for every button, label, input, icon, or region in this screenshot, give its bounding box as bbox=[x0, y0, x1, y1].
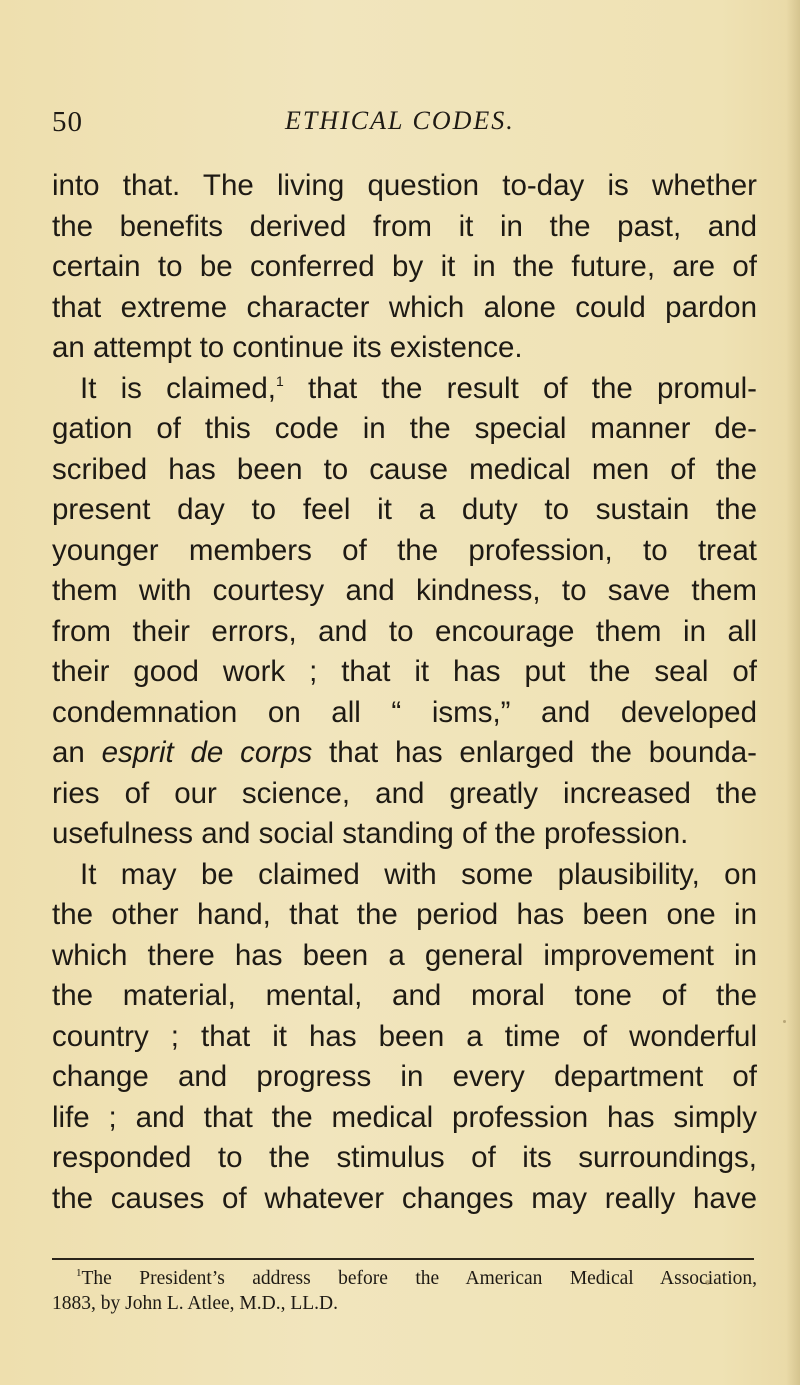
paper-speck bbox=[705, 1280, 710, 1285]
footnote bbox=[52, 1266, 757, 1316]
text-line: ries of our science, and greatly increased the bbox=[52, 776, 757, 810]
running-title: ETHICAL CODES. bbox=[285, 106, 515, 135]
text-line: the causes of whatever changes may really have bbox=[52, 1181, 757, 1215]
footnote-divider bbox=[52, 1258, 754, 1260]
footnote-marker: 1 bbox=[76, 1267, 82, 1279]
text-line-rest: that has enlarged the bounda- bbox=[329, 736, 757, 769]
running-head bbox=[52, 106, 752, 146]
body-text bbox=[52, 166, 757, 1219]
text-line: their good work ; that it has put the seal of bbox=[52, 655, 757, 688]
text-line: which there has been a general improvement in bbox=[52, 938, 757, 972]
text-line: that extreme character which alone could pardon bbox=[52, 290, 757, 324]
footnote-text: The President’s address before the American Medical Association, bbox=[81, 1268, 757, 1289]
text-line: gation of this code in the special manner de- bbox=[52, 412, 757, 445]
text-line: life ; and that the medical profession has simply bbox=[52, 1100, 757, 1134]
text-line-italic bbox=[52, 733, 757, 774]
footnote-reference: 1 bbox=[275, 372, 284, 389]
page-edge-shadow bbox=[786, 0, 800, 1385]
text-line: present day to feel it a duty to sustain the bbox=[52, 493, 757, 526]
claimed-phrase: It is claimed, bbox=[80, 371, 276, 405]
text-line-lead: an bbox=[52, 736, 85, 769]
text-line: younger members of the profession, to treat bbox=[52, 533, 757, 567]
text-line: an attempt to continue its existence. bbox=[52, 331, 523, 364]
page-number: 50 bbox=[52, 106, 83, 138]
text-line: condemnation on all “ isms,” and developed bbox=[52, 695, 757, 729]
text-line-footnoted bbox=[52, 369, 757, 410]
italic-phrase: esprit de corps bbox=[101, 736, 313, 769]
paper-speck bbox=[783, 1020, 786, 1023]
text-line: from their errors, and to encourage them in all bbox=[52, 614, 757, 648]
text-line: certain to be conferred by it in the future, are of bbox=[52, 250, 757, 283]
text-line: country ; that it has been a time of wonderful bbox=[52, 1019, 757, 1053]
text-line: usefulness and social standing of the profession. bbox=[52, 817, 689, 850]
text-line: the other hand, that the period has been one in bbox=[52, 898, 757, 931]
text-line: the material, mental, and moral tone of the bbox=[52, 979, 757, 1012]
footnote-line bbox=[52, 1266, 757, 1291]
footnote-line: 1883, by John L. Atlee, M.D., LL.D. bbox=[52, 1293, 338, 1314]
text-line: into that. The living question to-day is whether bbox=[52, 169, 757, 202]
text-line: It may be claimed with some plausibility, on bbox=[80, 857, 757, 891]
text-line-rest: that the result of the promul- bbox=[307, 371, 757, 405]
text-line: them with courtesy and kindness, to save them bbox=[52, 574, 757, 607]
text-line: change and progress in every department of bbox=[52, 1060, 757, 1093]
text-line: the benefits derived from it in the past, and bbox=[52, 209, 757, 243]
text-line: scribed has been to cause medical men of the bbox=[52, 452, 757, 486]
text-line: responded to the stimulus of its surroundings, bbox=[52, 1141, 757, 1174]
